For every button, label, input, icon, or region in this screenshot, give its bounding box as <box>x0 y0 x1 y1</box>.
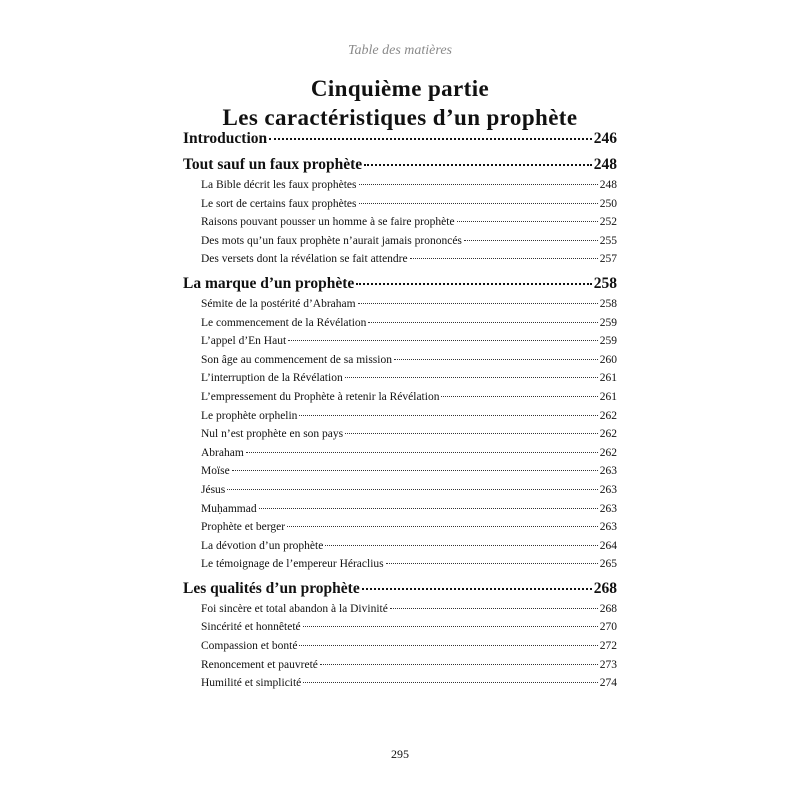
toc-subentry <box>183 500 617 519</box>
toc-entry-page: 248 <box>599 179 617 191</box>
toc-entry-title: La Bible décrit les faux prophètes <box>201 179 357 191</box>
toc-subentry <box>183 518 617 537</box>
toc-entry-page: 272 <box>599 640 617 653</box>
dot-leader <box>359 203 598 204</box>
toc-entry-page: 262 <box>599 446 617 459</box>
toc-entry-page: 260 <box>599 353 617 366</box>
dot-leader <box>394 359 598 360</box>
dot-leader <box>269 138 592 140</box>
toc-entry-page: 261 <box>599 390 617 403</box>
toc-subentry <box>183 674 617 693</box>
toc-entry-title: Des versets dont la révélation se fait attendre <box>201 253 408 266</box>
toc-entry-title: Compassion et bonté <box>201 640 298 653</box>
toc-entry-title: La dévotion d’un prophète <box>201 539 324 552</box>
toc-subentry <box>183 407 617 426</box>
toc-entry-page: 261 <box>599 372 617 385</box>
toc-entry-page: 263 <box>599 502 617 515</box>
part-number-title: Cinquième partie <box>310 76 490 101</box>
page-number: 295 <box>391 747 409 761</box>
toc-section <box>183 577 617 693</box>
dot-leader <box>457 221 598 222</box>
toc-entry-page: 263 <box>599 465 617 478</box>
toc-entry-page: 255 <box>599 234 617 247</box>
toc-entry-title: Prophète et berger <box>201 521 286 534</box>
toc-subentry <box>183 295 617 314</box>
toc-entry-page: 263 <box>599 483 617 496</box>
toc-subentry <box>183 250 617 269</box>
toc-entry-page: 257 <box>599 253 617 266</box>
toc-entry-title: Renoncement et pauvreté <box>201 658 318 671</box>
running-title: Table des matières <box>348 43 452 58</box>
table-of-contents <box>183 127 617 696</box>
toc-section <box>183 272 617 574</box>
toc-entry-title: Raisons pouvant pousser un homme à se faire prophète <box>201 216 455 229</box>
toc-entry-page: 268 <box>599 602 617 615</box>
dot-leader <box>325 545 597 546</box>
toc-entry-title: L’empressement du Prophète à retenir la Révélation <box>201 390 440 403</box>
toc-subentry <box>183 314 617 333</box>
dot-leader <box>358 303 598 304</box>
dot-leader <box>390 608 598 609</box>
toc-entry-page: 265 <box>599 558 617 571</box>
dot-leader <box>287 526 598 527</box>
toc-entry-title: Des mots qu’un faux prophète n’aurait jamais prononcés <box>201 234 462 247</box>
toc-entry-title: Les qualités d’un prophète <box>183 579 360 597</box>
toc-entry-title: Le prophète orphelin <box>201 409 298 422</box>
toc-entry-page: 262 <box>599 428 617 441</box>
toc-subentry <box>183 618 617 637</box>
toc-subentry <box>183 555 617 574</box>
toc-entry-page: 270 <box>599 621 617 634</box>
toc-subentry <box>183 425 617 444</box>
toc-section <box>183 127 617 150</box>
toc-section-heading <box>183 153 617 176</box>
toc-subentry <box>183 600 617 619</box>
toc-subentry <box>183 481 617 500</box>
toc-section-heading <box>183 577 617 600</box>
toc-entry-title: Le témoignage de l’empereur Héraclius <box>201 558 384 571</box>
toc-entry-title: L’appel d’En Haut <box>201 335 287 348</box>
toc-entry-page: 258 <box>593 274 617 292</box>
dot-leader <box>345 377 598 378</box>
toc-entry-page: 264 <box>599 539 617 552</box>
toc-entry-page: 252 <box>599 216 617 229</box>
dot-leader <box>303 682 597 683</box>
toc-entry-page: 246 <box>593 130 617 147</box>
toc-entry-title: Nul n’est prophète en son pays <box>201 428 344 441</box>
toc-subentry <box>183 213 617 232</box>
toc-subentry <box>183 537 617 556</box>
toc-subentry <box>183 351 617 370</box>
dot-leader <box>362 588 592 590</box>
dot-leader <box>303 626 598 627</box>
toc-entry-page: 248 <box>593 156 617 173</box>
toc-subentry <box>183 656 617 675</box>
part-heading <box>0 74 800 132</box>
toc-entry-title: Foi sincère et total abandon à la Divinité <box>201 602 388 615</box>
toc-entry-title: Son âge au commencement de sa mission <box>201 353 392 366</box>
toc-entry-page: 262 <box>599 409 617 422</box>
toc-entry-title: Moïse <box>201 465 230 478</box>
toc-subentry <box>183 176 617 195</box>
toc-subentry <box>183 232 617 251</box>
toc-entry-title: Muḥammad <box>201 502 257 515</box>
toc-entry-page: 250 <box>599 197 617 210</box>
dot-leader <box>441 396 597 397</box>
toc-entry-title: Le sort de certains faux prophètes <box>201 197 357 210</box>
toc-entry-page: 259 <box>599 316 617 329</box>
toc-entry-page: 259 <box>599 335 617 348</box>
dot-leader <box>356 283 592 285</box>
toc-entry-page: 273 <box>599 658 617 671</box>
dot-leader <box>227 489 597 490</box>
toc-subentry <box>183 637 617 656</box>
toc-entry-page: 274 <box>599 677 617 690</box>
dot-leader <box>246 452 598 453</box>
toc-section-heading <box>183 272 617 295</box>
toc-entry-title: Le commencement de la Révélation <box>201 316 367 329</box>
toc-entry-title: Sémite de la postérité d’Abraham <box>201 297 356 310</box>
toc-entry-title: Humilité et simplicité <box>201 677 302 690</box>
toc-entry-page: 258 <box>599 297 617 310</box>
dot-leader <box>320 664 598 665</box>
dot-leader <box>232 470 598 471</box>
dot-leader <box>288 340 598 341</box>
dot-leader <box>368 322 597 323</box>
dot-leader <box>299 645 597 646</box>
dot-leader <box>345 433 598 434</box>
toc-subentry <box>183 462 617 481</box>
toc-subentry <box>183 195 617 214</box>
toc-entry-page: 268 <box>593 579 617 597</box>
dot-leader <box>299 415 597 416</box>
toc-subentry <box>183 444 617 463</box>
toc-entry-title: Jésus <box>201 483 226 496</box>
toc-entry-title: Introduction <box>183 130 268 147</box>
toc-entry-title: L’interruption de la Révélation <box>201 372 343 385</box>
toc-entry-page: 263 <box>599 521 617 534</box>
part-subject-title: Les caractéristiques d’un prophète <box>222 105 578 130</box>
toc-subentry <box>183 369 617 388</box>
toc-entry-title: Sincérité et honnêteté <box>201 621 301 634</box>
toc-entry-title: Abraham <box>201 446 244 459</box>
dot-leader <box>259 508 598 509</box>
dot-leader <box>359 184 598 185</box>
toc-entry-title: La marque d’un prophète <box>183 274 355 292</box>
dot-leader <box>410 258 598 259</box>
toc-section-heading <box>183 127 617 150</box>
toc-subentry <box>183 332 617 351</box>
dot-leader <box>364 164 592 166</box>
dot-leader <box>386 563 598 564</box>
toc-section <box>183 153 617 269</box>
dot-leader <box>464 240 598 241</box>
toc-subentry <box>183 388 617 407</box>
toc-entry-title: Tout sauf un faux prophète <box>183 156 363 173</box>
